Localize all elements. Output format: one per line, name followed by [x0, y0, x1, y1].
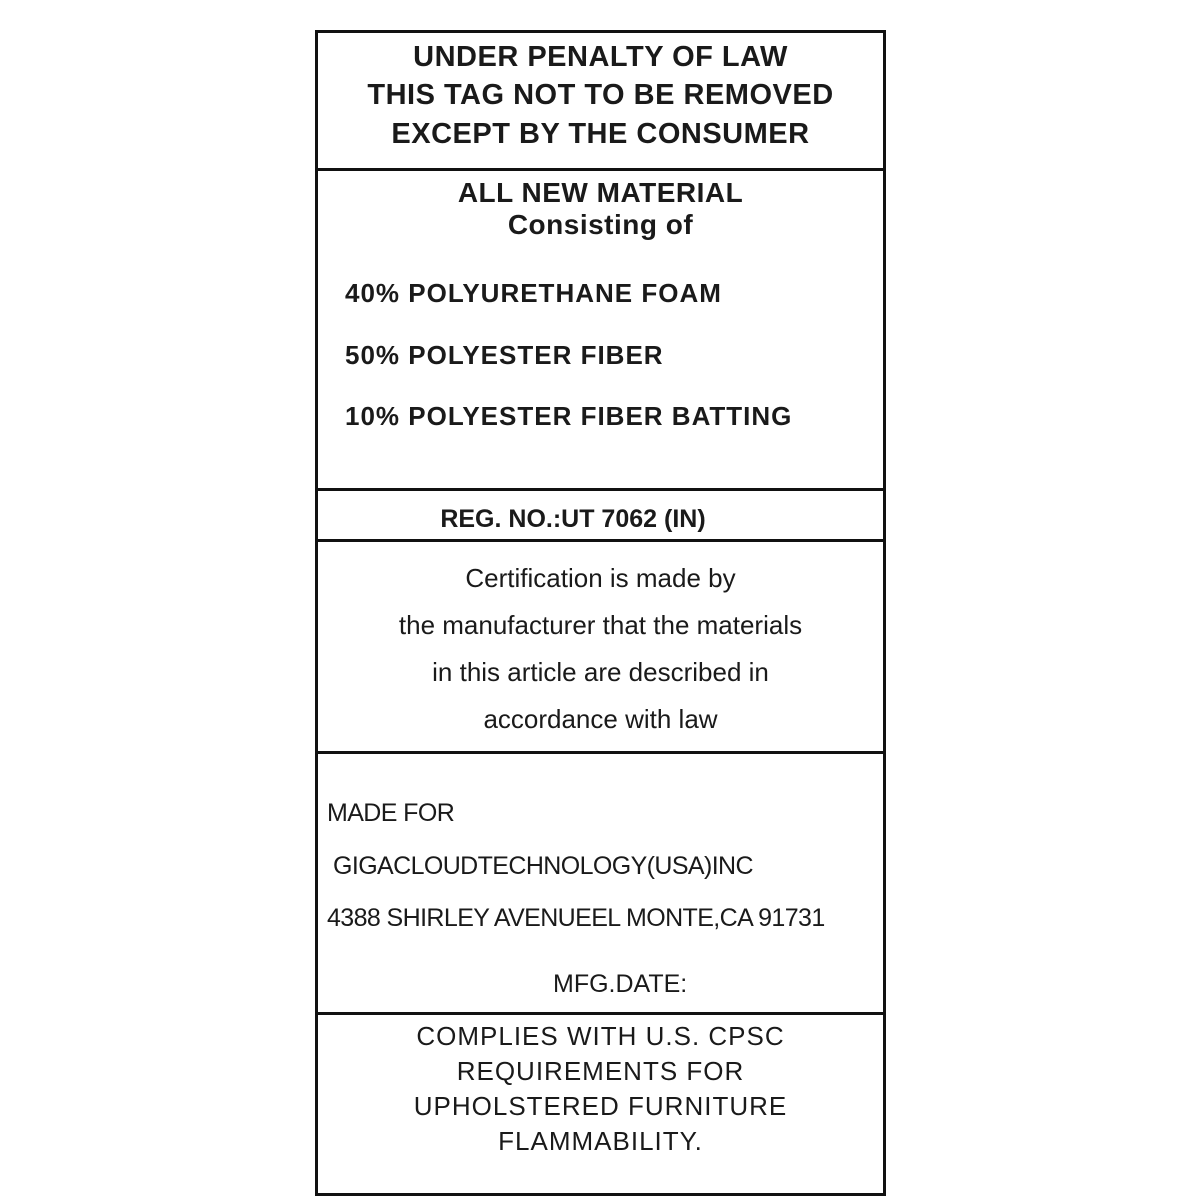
- warning-line: EXCEPT BY THE CONSUMER: [391, 118, 810, 150]
- made-for-label: MADE FOR: [327, 799, 455, 827]
- company-name: GIGACLOUDTECHNOLOGY(USA)INC: [333, 852, 753, 880]
- certification-line: the manufacturer that the materials: [398, 610, 803, 640]
- material-subtitle: Consisting of: [507, 209, 694, 240]
- warning-section: [318, 33, 883, 171]
- compliance-line: COMPLIES WITH U.S. CPSC: [416, 1021, 785, 1051]
- compliance-section: [318, 1015, 883, 1193]
- warning-line: THIS TAG NOT TO BE REMOVED: [367, 79, 834, 111]
- warning-line: UNDER PENALTY OF LAW: [413, 41, 788, 73]
- company-address: 4388 SHIRLEY AVENUEEL MONTE,CA 91731: [327, 904, 825, 932]
- registration-section: [318, 491, 883, 542]
- material-title: ALL NEW MATERIAL: [457, 177, 744, 208]
- certification-line: Certification is made by: [465, 563, 736, 593]
- compliance-line: FLAMMABILITY.: [498, 1126, 703, 1156]
- material-item: 40% POLYURETHANE FOAM: [345, 278, 722, 308]
- compliance-line: REQUIREMENTS FOR: [456, 1056, 745, 1086]
- compliance-line: UPHOLSTERED FURNITURE: [413, 1091, 788, 1121]
- made-for-section: [318, 754, 883, 1015]
- material-item: 10% POLYESTER FIBER BATTING: [345, 401, 793, 431]
- mfg-date-label: MFG.DATE:: [553, 970, 688, 998]
- law-tag: [315, 30, 886, 1196]
- material-item: 50% POLYESTER FIBER: [345, 340, 664, 370]
- material-section: [318, 171, 883, 491]
- certification-line: accordance with law: [483, 704, 718, 734]
- certification-line: in this article are described in: [432, 657, 769, 687]
- registration-number: REG. NO.:UT 7062 (IN): [440, 505, 706, 533]
- certification-section: [318, 542, 883, 754]
